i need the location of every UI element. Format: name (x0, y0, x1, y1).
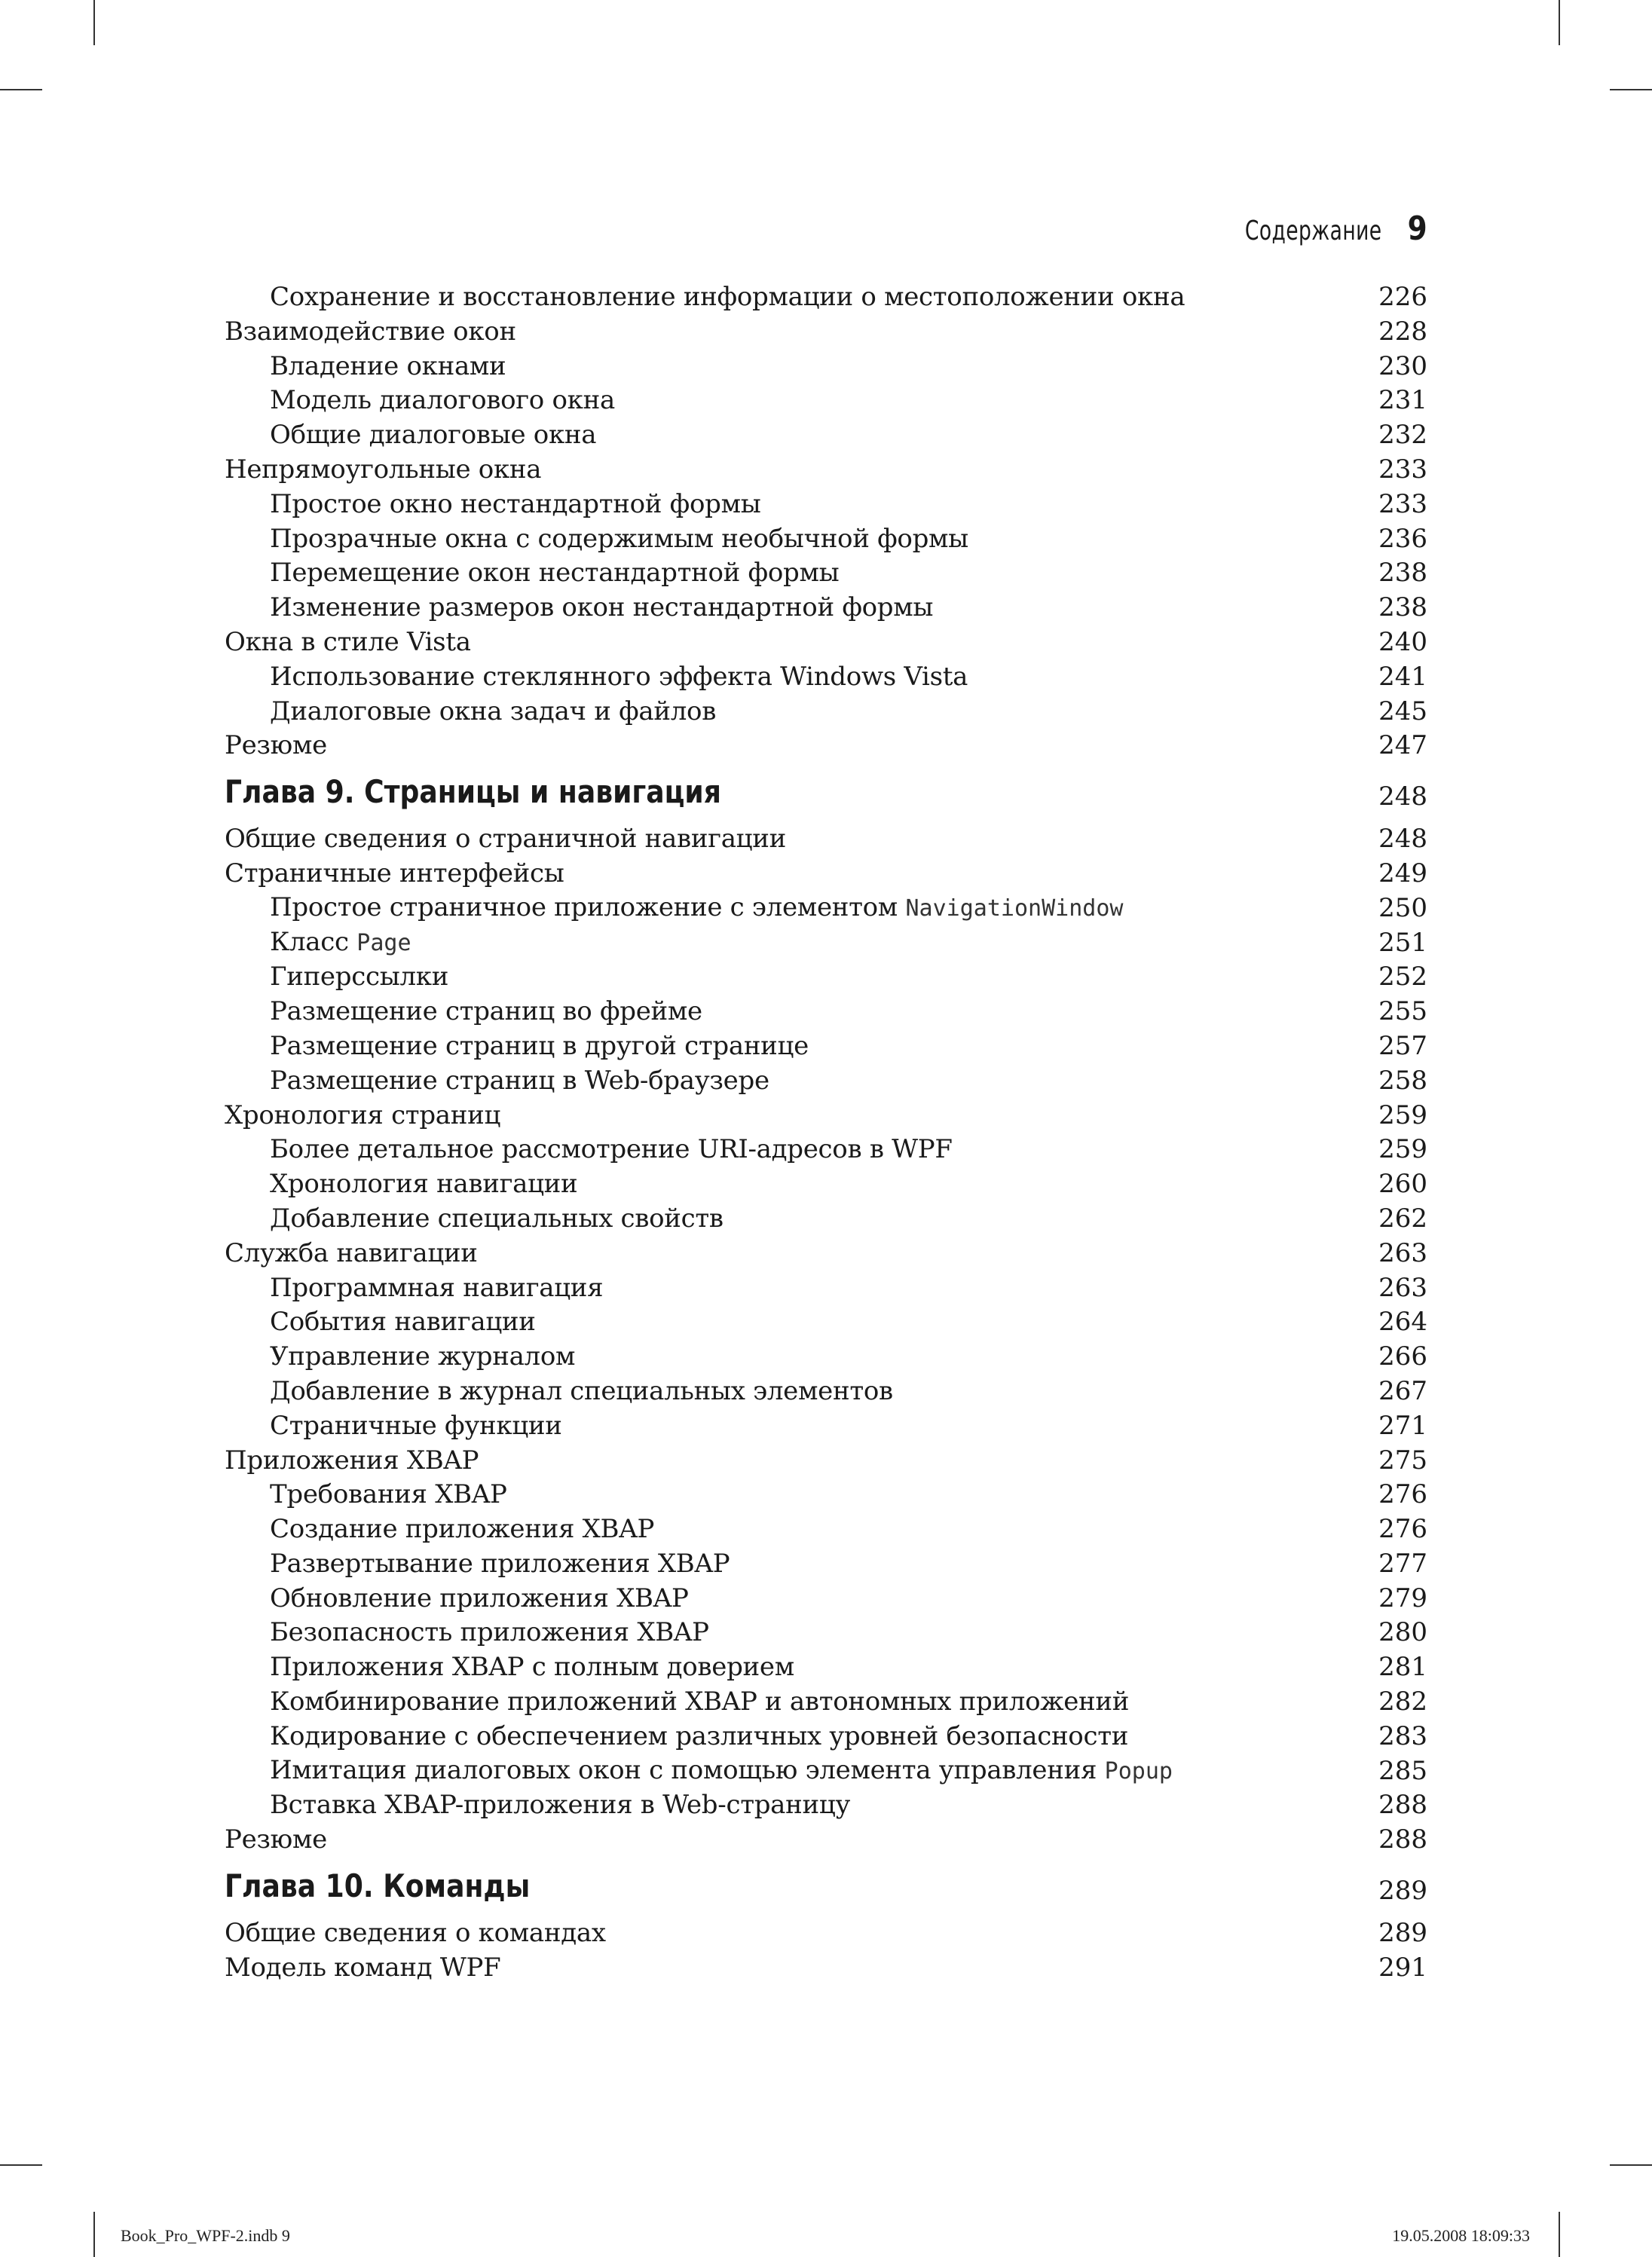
toc-entry (225, 1720, 1427, 1754)
toc-chapter-heading (225, 1862, 1427, 1916)
title-text: Класс (270, 926, 357, 957)
title-text: Глава 9. Страницы и навигация (225, 773, 721, 811)
toc-entry (225, 488, 1427, 522)
toc-entry (225, 1754, 1427, 1789)
crop-mark (1559, 0, 1560, 45)
toc-entry (225, 1133, 1427, 1167)
title-text: Размещение страниц в Web-браузере (270, 1065, 769, 1096)
toc-entry-title (225, 857, 564, 891)
toc-entry (225, 1582, 1427, 1616)
toc-entry-page: 238 (1378, 558, 1427, 589)
toc-entry-title (225, 384, 615, 418)
toc-entry-title (225, 729, 327, 763)
toc-entry (225, 453, 1427, 488)
toc-entry-title (225, 960, 448, 995)
toc-entry-page: 289 (1378, 1876, 1427, 1907)
toc-entry-title (225, 1685, 1129, 1720)
toc-entry-page: 276 (1378, 1514, 1427, 1545)
toc-entry-title (225, 1167, 577, 1202)
title-text: Общие сведения о страничной навигации (225, 824, 786, 855)
title-text: Более детальное рассмотрение URI-адресов в WPF (270, 1134, 953, 1165)
toc-entry (225, 1029, 1427, 1064)
toc-entry-title (225, 625, 471, 660)
title-text: Размещение страниц в другой странице (270, 1030, 809, 1061)
toc-entry (225, 729, 1427, 763)
title-text: Добавление в журнал специальных элементов (270, 1375, 893, 1406)
footer-timestamp: 19.05.2008 18:09:33 (1392, 2226, 1530, 2245)
title-text: Создание приложения XBAP (270, 1514, 655, 1545)
toc-entry (225, 891, 1427, 926)
toc-entry (225, 960, 1427, 995)
toc-entry-title (225, 1512, 654, 1547)
toc-entry-title (225, 660, 968, 695)
crop-mark (1610, 89, 1652, 90)
toc-entry-title (225, 1202, 724, 1237)
toc-entry-title (225, 1650, 794, 1685)
toc-entry (225, 1375, 1427, 1409)
footer-file: Book_Pro_WPF-2.indb 9 (121, 2226, 290, 2245)
toc-entry-page: 275 (1378, 1445, 1427, 1476)
toc-entry-title (225, 1720, 1128, 1754)
toc-entry (225, 625, 1427, 660)
toc-entry-title (225, 418, 596, 453)
toc-entry-page: 250 (1378, 892, 1427, 923)
toc-entry (225, 350, 1427, 384)
toc-entry-title (225, 1823, 327, 1858)
toc-entry-title (225, 995, 702, 1029)
toc-entry (225, 1202, 1427, 1237)
toc-entry (225, 1064, 1427, 1099)
title-text: Развертывание приложения XBAP (270, 1548, 730, 1579)
toc-entry-title (225, 315, 516, 350)
title-text: Сохранение и восстановление информации о местоположении окна (270, 282, 1185, 312)
toc-entry-title (225, 1237, 478, 1271)
toc-entry (225, 1305, 1427, 1340)
toc-entry (225, 522, 1427, 557)
toc-entry-title (225, 1375, 893, 1409)
toc-entry-page: 264 (1378, 1307, 1427, 1338)
toc-entry-page: 282 (1378, 1687, 1427, 1717)
title-text: Диалоговые окна задач и файлов (270, 696, 717, 726)
title-text: Резюме (225, 1824, 327, 1855)
title-text: Безопасность приложения XBAP (270, 1617, 709, 1648)
toc-entry-page: 240 (1378, 626, 1427, 657)
title-text: Общие сведения о командах (225, 1918, 606, 1949)
toc-entry (225, 1650, 1427, 1685)
toc-entry-title (225, 556, 839, 591)
code-identifier: NavigationWindow (905, 895, 1124, 922)
toc-entry (225, 1271, 1427, 1306)
toc-entry-page: 233 (1378, 454, 1427, 485)
toc-entry-page: 263 (1378, 1237, 1427, 1268)
toc-entry-page: 258 (1378, 1065, 1427, 1096)
toc-entry (225, 1099, 1427, 1133)
toc-entry-title (225, 1864, 530, 1909)
title-text: Глава 10. Команды (225, 1867, 531, 1905)
toc-entry-title (225, 822, 786, 857)
title-text: Страничные функции (270, 1410, 562, 1441)
toc-entry (225, 315, 1427, 350)
toc-entry (225, 1916, 1427, 1951)
title-text: События навигации (270, 1307, 536, 1338)
toc-entry-title (225, 522, 968, 557)
title-text: Приложения XBAP (225, 1445, 479, 1476)
title-text: Имитация диалоговых окон с помощью элемента управления (270, 1754, 1105, 1785)
toc-entry-title (225, 1754, 1173, 1789)
toc-entry (225, 1512, 1427, 1547)
toc-entry-title (225, 280, 1185, 315)
toc-entry-page: 245 (1378, 696, 1427, 726)
toc-entry-page: 262 (1378, 1203, 1427, 1234)
crop-mark (0, 2164, 42, 2166)
toc-entry-title (225, 891, 1123, 926)
toc-entry-page: 257 (1378, 1030, 1427, 1061)
toc-entry-title (225, 1788, 850, 1823)
toc-entry-page: 233 (1378, 488, 1427, 519)
toc-entry-title (225, 1478, 507, 1512)
title-text: Вставка XBAP-приложения в Web-страницу (270, 1790, 851, 1821)
toc-entry (225, 1478, 1427, 1512)
toc-entry-title (225, 1916, 606, 1951)
toc-entry-page: 279 (1378, 1583, 1427, 1613)
toc-entry-page: 259 (1378, 1099, 1427, 1130)
title-text: Кодирование с обеспечением различных уровней безопасности (270, 1720, 1129, 1751)
toc-entry-title (225, 1547, 730, 1582)
toc-entry-page: 249 (1378, 858, 1427, 888)
toc-entry (225, 695, 1427, 729)
toc-entry-page: 281 (1378, 1652, 1427, 1683)
running-head-title: Содержание (1244, 216, 1382, 246)
toc-entry-page: 247 (1378, 730, 1427, 761)
toc-entry (225, 1237, 1427, 1271)
title-text: Служба навигации (225, 1237, 478, 1268)
toc-entry-title (225, 1064, 769, 1099)
toc-entry-title (225, 695, 716, 729)
toc-entry-title (225, 1409, 562, 1444)
toc-entry-page: 267 (1378, 1375, 1427, 1406)
title-text: Прозрачные окна с содержимым необычной формы (270, 523, 968, 554)
title-text: Приложения XBAP с полным доверием (270, 1652, 794, 1683)
toc-entry-page: 226 (1378, 282, 1427, 312)
toc-entry-title (225, 1340, 575, 1375)
toc-entry-page: 230 (1378, 350, 1427, 381)
toc-entry-page: 271 (1378, 1410, 1427, 1441)
toc-entry-page: 238 (1378, 592, 1427, 623)
toc-entry-page: 260 (1378, 1169, 1427, 1200)
toc-entry-title (225, 1951, 500, 1986)
toc-entry-page: 248 (1378, 824, 1427, 855)
toc-entry (225, 1547, 1427, 1582)
title-text: Модель диалогового окна (270, 385, 615, 416)
toc-entry-page: 288 (1378, 1824, 1427, 1855)
toc-entry-page: 241 (1378, 661, 1427, 692)
crop-mark (93, 0, 95, 45)
title-text: Простое страничное приложение с элементом (270, 891, 906, 922)
toc-entry-title (225, 1305, 536, 1340)
toc-entry-title (225, 1029, 809, 1064)
title-text: Взаимодействие окон (225, 316, 516, 347)
crop-mark (1610, 2164, 1652, 2166)
toc-entry (225, 384, 1427, 418)
toc-entry-title (225, 1582, 689, 1616)
toc-entry-title (225, 1271, 603, 1306)
crop-mark (93, 2212, 95, 2257)
toc-entry-page: 266 (1378, 1341, 1427, 1372)
toc-entry (225, 1788, 1427, 1823)
toc-chapter-heading (225, 768, 1427, 822)
title-text: Использование стеклянного эффекта Windows Vista (270, 661, 968, 692)
table-of-contents (225, 280, 1427, 1986)
code-identifier: Popup (1104, 1757, 1173, 1784)
toc-entry (225, 1444, 1427, 1479)
toc-entry-page: 283 (1378, 1720, 1427, 1751)
toc-entry-page: 252 (1378, 962, 1427, 992)
toc-entry-title (225, 769, 721, 815)
toc-entry-page: 288 (1378, 1790, 1427, 1821)
toc-entry (225, 1951, 1427, 1986)
toc-entry-page: 285 (1378, 1755, 1427, 1786)
toc-entry (225, 995, 1427, 1029)
toc-entry-title (225, 925, 411, 961)
toc-entry-page: 231 (1378, 385, 1427, 416)
title-text: Программная навигация (270, 1272, 604, 1303)
toc-entry (225, 556, 1427, 591)
title-text: Страничные интерфейсы (225, 858, 564, 888)
toc-entry (225, 1340, 1427, 1375)
toc-entry-title (225, 350, 506, 384)
toc-entry (225, 591, 1427, 625)
running-head (1215, 209, 1427, 248)
toc-entry (225, 418, 1427, 453)
toc-entry (225, 1616, 1427, 1650)
toc-entry-title (225, 1099, 500, 1133)
toc-entry-title (225, 591, 933, 625)
crop-mark (0, 89, 42, 90)
title-text: Хронология страниц (225, 1099, 501, 1130)
title-text: Добавление специальных свойств (270, 1203, 724, 1234)
title-text: Окна в стиле Vista (225, 626, 471, 657)
title-text: Перемещение окон нестандартной формы (270, 558, 840, 589)
title-text: Обновление приложения XBAP (270, 1583, 689, 1613)
title-text: Гиперссылки (270, 962, 449, 992)
toc-entry-title (225, 453, 541, 488)
title-text: Комбинирование приложений XBAP и автономных приложений (270, 1687, 1130, 1717)
title-text: Изменение размеров окон нестандартной формы (270, 592, 934, 623)
crop-mark (1559, 2212, 1560, 2257)
toc-entry (225, 1823, 1427, 1858)
toc-entry-title (225, 1616, 709, 1650)
code-identifier: Page (356, 929, 411, 956)
toc-entry-page: 255 (1378, 996, 1427, 1027)
title-text: Владение окнами (270, 350, 506, 381)
toc-entry-page: 291 (1378, 1952, 1427, 1983)
toc-entry (225, 660, 1427, 695)
toc-entry (225, 822, 1427, 857)
page-number: 9 (1407, 209, 1427, 248)
title-text: Простое окно нестандартной формы (270, 488, 761, 519)
toc-entry-page: 236 (1378, 523, 1427, 554)
title-text: Управление журналом (270, 1341, 576, 1372)
toc-entry (225, 280, 1427, 315)
toc-entry (225, 1409, 1427, 1444)
title-text: Непрямоугольные окна (225, 454, 542, 485)
toc-entry-page: 289 (1378, 1918, 1427, 1949)
toc-entry-page: 259 (1378, 1134, 1427, 1165)
title-text: Хронология навигации (270, 1169, 578, 1200)
toc-entry (225, 1167, 1427, 1202)
toc-entry-page: 251 (1378, 927, 1427, 958)
title-text: Размещение страниц во фрейме (270, 996, 702, 1027)
toc-entry-title (225, 1444, 479, 1479)
toc-entry-page: 228 (1378, 316, 1427, 347)
toc-entry (225, 857, 1427, 891)
toc-entry-page: 232 (1378, 420, 1427, 451)
toc-entry-page: 277 (1378, 1548, 1427, 1579)
toc-entry-page: 263 (1378, 1272, 1427, 1303)
toc-entry (225, 926, 1427, 961)
title-text: Резюме (225, 730, 327, 761)
toc-entry-page: 280 (1378, 1617, 1427, 1648)
title-text: Общие диалоговые окна (270, 420, 597, 451)
toc-entry-title (225, 1133, 953, 1167)
toc-entry (225, 1685, 1427, 1720)
title-text: Требования XBAP (270, 1479, 507, 1510)
toc-entry-title (225, 488, 761, 522)
title-text: Модель команд WPF (225, 1952, 501, 1983)
toc-entry-page: 248 (1378, 781, 1427, 812)
toc-entry-page: 276 (1378, 1479, 1427, 1510)
